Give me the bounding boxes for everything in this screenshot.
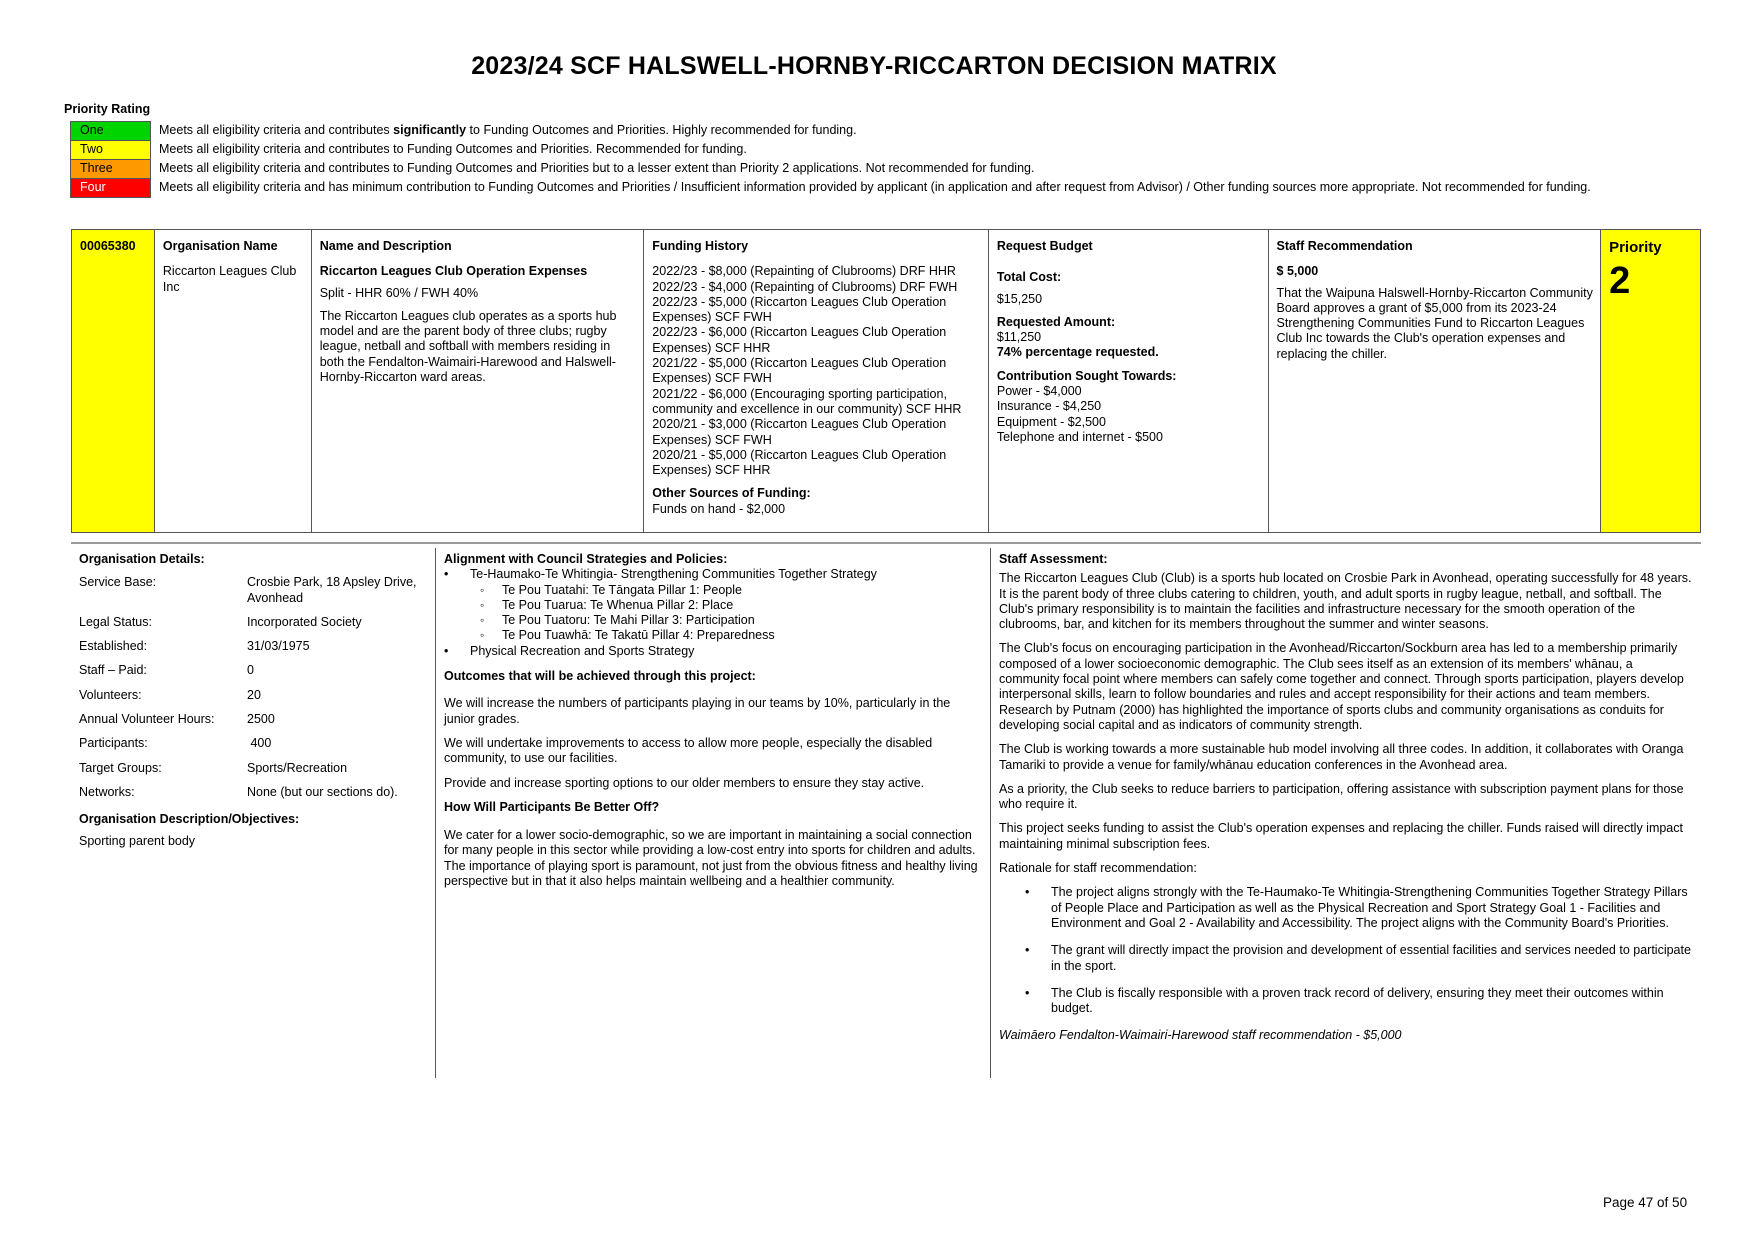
priority-value: 2 bbox=[1609, 260, 1631, 303]
rationale-list bbox=[999, 885, 1693, 1016]
contribution-item: Telephone and internet - $500 bbox=[996, 429, 1163, 444]
page-number: Page 47 of 50 bbox=[1603, 1195, 1688, 1210]
org-description-heading: Organisation Description/Objectives: bbox=[79, 812, 300, 827]
other-sources-label: Other Sources of Funding: bbox=[652, 486, 811, 501]
contribution-item: Equipment - $2,500 bbox=[996, 414, 1106, 429]
organisation-details-column bbox=[71, 548, 436, 1078]
requested-label: Requested Amount: bbox=[996, 314, 1116, 329]
priority-swatch-one: One bbox=[71, 122, 151, 141]
section-divider bbox=[71, 542, 1701, 544]
organisation-column bbox=[155, 230, 312, 532]
priority-row-four bbox=[71, 179, 1645, 198]
detail-key: Legal Status: bbox=[79, 614, 152, 629]
org-details-heading: Organisation Details: bbox=[79, 552, 205, 566]
funding-item: 2022/23 - $5,000 (Riccarton Leagues Club Operation Expenses) SCF FWH bbox=[652, 294, 947, 325]
staff-header: Staff Recommendation bbox=[1276, 239, 1413, 253]
decision-matrix-row bbox=[71, 229, 1701, 533]
funding-item: 2021/22 - $6,000 (Encouraging sporting participation, community and excellence in our community) SCF HHR bbox=[652, 386, 962, 416]
pillar-item: ◦ Te Pou Tuarua: Te Whenua Pillar 2: Place bbox=[444, 598, 982, 613]
name-header: Name and Description bbox=[319, 239, 452, 253]
budget-header: Request Budget bbox=[996, 239, 1093, 253]
assessment-paragraph: This project seeks funding to assist the Club's operation expenses and replacing the chiller. Funds raised will directly impact maintaining minimal subscription fees. bbox=[999, 821, 1683, 851]
alignment-heading: Alignment with Council Strategies and Policies: bbox=[444, 552, 728, 566]
funding-history-column bbox=[644, 230, 989, 532]
detail-value: None (but our sections do). bbox=[247, 784, 398, 799]
detail-value: 2500 bbox=[247, 712, 275, 727]
staff-recommendation-note: Waimāero Fendalton-Waimairi-Harewood staff recommendation - $5,000 bbox=[999, 1028, 1402, 1043]
better-off-text: We cater for a lower socio-demographic, so we are important in maintaining a social connection for many people in this sector while providing a low-cost entry into sports for children and adults. The importance of playing sport is paramount, not just from the obvious fitness and healthy living perspective but in that it also helps maintain wellbeing and a healthier community. bbox=[444, 828, 978, 889]
staff-recommendation-column bbox=[1269, 230, 1602, 532]
detail-row bbox=[79, 663, 427, 678]
page-title: 2023/24 SCF HALSWELL-HORNBY-RICCARTON DECISION MATRIX bbox=[471, 52, 1277, 80]
staff-assessment-column bbox=[991, 548, 1701, 1078]
name-description-column bbox=[312, 230, 645, 532]
priority-desc-four: Meets all eligibility criteria and has minimum contribution to Funding Outcomes and Priorities / Insufficient information provided by applicant (in application and after request from Advisor) / Other funding sources more appropriate. Not recommended for funding. bbox=[159, 179, 1591, 194]
detail-key: Established: bbox=[79, 639, 148, 654]
staff-assessment-heading: Staff Assessment: bbox=[999, 552, 1108, 566]
rationale-item: • The grant will directly impact the provision and development of essential facilities and services needed to participate in the sport. bbox=[999, 943, 1693, 974]
requested-amount: $11,250 bbox=[996, 330, 1042, 345]
detail-value: 31/03/1975 bbox=[247, 639, 310, 654]
detail-row bbox=[79, 639, 427, 654]
detail-row bbox=[79, 688, 427, 703]
outcome-item: We will undertake improvements to access to allow more people, especially the disabled community, to use our facilities. bbox=[444, 735, 933, 766]
funding-split: Split - HHR 60% / FWH 40% bbox=[319, 285, 479, 300]
priority-desc-two: Meets all eligibility criteria and contributes to Funding Outcomes and Priorities. Recommended for funding. bbox=[159, 141, 747, 156]
detail-key: Volunteers: bbox=[79, 687, 142, 702]
strategy-item: • Physical Recreation and Sports Strategy bbox=[444, 644, 982, 659]
assessment-paragraph: The Club's focus on encouraging participation in the Avonhead/Riccarton/Sockburn area has led to a membership primarily composed of a lower socioeconomic demographic. The Club sees itself as an extension of its members' whānau, a community focal point where members can safely come together and connect. Through sports participation, players develop interpersonal skills, learn to follow boundaries and rules and accept responsibility for their actions and team members. Research by Putnam (2000) has highlighted the importance of sports clubs and community organisations as conduits for developing social capital and as indicators of community strength. bbox=[999, 641, 1684, 732]
org-description: Sporting parent body bbox=[79, 833, 196, 848]
funding-item: 2021/22 - $5,000 (Riccarton Leagues Club Operation Expenses) SCF FWH bbox=[652, 356, 947, 386]
priority-swatch-three: Three bbox=[71, 160, 151, 179]
pillar-item: ◦ Te Pou Tuawhā: Te Takatū Pillar 4: Preparedness bbox=[444, 628, 982, 643]
total-cost: $15,250 bbox=[996, 291, 1043, 306]
detail-value: Incorporated Society bbox=[247, 614, 362, 629]
strategy-list bbox=[444, 567, 982, 659]
priority-row-two bbox=[71, 141, 1645, 160]
detail-row bbox=[79, 615, 427, 630]
assessment-paragraph: As a priority, the Club seeks to reduce barriers to participation, offering assistance with subscription payment plans for those who require it. bbox=[999, 781, 1684, 812]
detail-key: Networks: bbox=[79, 784, 135, 799]
funding-header: Funding History bbox=[652, 239, 749, 253]
detail-row bbox=[79, 736, 427, 751]
detail-key: Target Groups: bbox=[79, 760, 162, 775]
pillar-item: ◦ Te Pou Tuatahi: Te Tāngata Pillar 1: People bbox=[444, 583, 982, 598]
priority-desc-one: Meets all eligibility criteria and contributes significantly to Funding Outcomes and Priorities. Highly recommended for funding. bbox=[159, 122, 857, 137]
request-budget-column bbox=[989, 230, 1269, 532]
detail-value: 20 bbox=[247, 687, 261, 702]
contribution-item: Insurance - $4,250 bbox=[996, 399, 1102, 414]
priority-row-three bbox=[71, 160, 1645, 179]
total-cost-label: Total Cost: bbox=[996, 270, 1062, 285]
detail-key: Service Base: bbox=[79, 575, 157, 590]
outcomes-heading: Outcomes that will be achieved through this project: bbox=[444, 669, 756, 684]
other-sources: Funds on hand - $2,000 bbox=[652, 501, 786, 516]
funding-item: 2020/21 - $3,000 (Riccarton Leagues Club Operation Expenses) SCF FWH bbox=[652, 417, 947, 447]
staff-amount: $ 5,000 bbox=[1276, 264, 1319, 279]
detail-row bbox=[79, 761, 427, 776]
rationale-item: • The project aligns strongly with the Te-Haumako-Te Whitingia-Strengthening Communities Together Strategy Pillars of People Place and Participation as well as the Physical Recreation and Sport Strategy Goal 1 - Facilities and Environment and Goal 2 - Availability and Accessibility. The project aligns with the Community Board's Priorities. bbox=[999, 885, 1693, 931]
funding-item: 2022/23 - $6,000 (Riccarton Leagues Club Operation Expenses) SCF HHR bbox=[652, 325, 947, 355]
percent-requested: 74% percentage requested. bbox=[996, 345, 1159, 360]
org-header: Organisation Name bbox=[162, 239, 278, 253]
funding-item: 2022/23 - $8,000 (Repainting of Clubrooms) DRF HHR bbox=[652, 264, 956, 279]
priority-rating-table bbox=[70, 121, 1645, 198]
priority-desc-three: Meets all eligibility criteria and contributes to Funding Outcomes and Priorities but to a lesser extent than Priority 2 applications. Not recommended for funding. bbox=[159, 160, 1035, 175]
pillar-item: ◦ Te Pou Tuatoru: Te Mahi Pillar 3: Participation bbox=[444, 613, 982, 628]
detail-key: Staff – Paid: bbox=[79, 663, 147, 678]
rationale-heading: Rationale for staff recommendation: bbox=[999, 861, 1197, 876]
priority-header: Priority bbox=[1609, 239, 1662, 256]
staff-recommendation-text: That the Waipuna Halswell-Hornby-Riccarton Community Board approves a grant of $5,000 from its 2023-24 Strengthening Communities Fund to Riccarton Leagues Club Inc towards the Club's operation expenses and replacing the chiller. bbox=[1276, 285, 1593, 361]
alignment-column bbox=[436, 548, 991, 1078]
detail-value: 0 bbox=[247, 663, 254, 678]
priority-column bbox=[1601, 230, 1700, 532]
detail-row bbox=[79, 785, 427, 800]
outcome-item: Provide and increase sporting options to our older members to ensure they stay active. bbox=[444, 775, 925, 790]
strategy-item: • Te-Haumako-Te Whitingia- Strengthening Communities Together Strategy ◦ Te Pou Tuatahi: Te Tāngata Pillar 1: People ◦ Te Pou Tuarua: Te Whenua Pillar 2: Place ◦ Te Pou Tuatoru: Te Mahi Pillar 3: Participation ◦ Te Pou Tuawhā: Te Takatū Pillar 4: Preparedness bbox=[444, 567, 982, 643]
priority-row-one bbox=[71, 122, 1645, 141]
details-section bbox=[71, 548, 1701, 1078]
detail-value: 400 bbox=[247, 736, 272, 751]
rationale-item: • The Club is fiscally responsible with a proven track record of delivery, ensuring they meet their outcomes within budget. bbox=[999, 986, 1693, 1017]
assessment-paragraph: The Club is working towards a more sustainable hub model involving all three codes. In addition, it collaborates with Oranga Tamariki to provide a venue for family/whānau education conferences in the Avonhead area. bbox=[999, 742, 1684, 772]
contribution-item: Power - $4,000 bbox=[996, 384, 1082, 399]
detail-value: Sports/Recreation bbox=[247, 760, 348, 775]
org-name: Riccarton Leagues Club Inc bbox=[162, 264, 297, 294]
priority-swatch-four: Four bbox=[71, 179, 151, 198]
assessment-paragraph: The Riccarton Leagues Club (Club) is a sports hub located on Crosbie Park in Avonhead, operating successfully for 48 years. It is the parent body of three clubs catering to children, youth, and adult sports in rugby league, netball, and softball. The Club's primary responsibility is to maintain the facilities and infrastructure necessary for the smooth operation of the clubrooms, bar, and kitchen for its members throughout the summer and winter seasons. bbox=[999, 571, 1692, 632]
priority-swatch-two: Two bbox=[71, 141, 151, 160]
project-title: Riccarton Leagues Club Operation Expenses bbox=[319, 264, 588, 279]
detail-value: Crosbie Park, 18 Apsley Drive, Avonhead bbox=[247, 575, 417, 605]
detail-row bbox=[79, 575, 427, 606]
application-id: 00065380 bbox=[72, 230, 155, 532]
funding-item: 2022/23 - $4,000 (Repainting of Clubrooms) DRF FWH bbox=[652, 279, 958, 294]
pillar-list bbox=[444, 583, 982, 644]
detail-key: Participants: bbox=[79, 736, 148, 751]
priority-rating-heading: Priority Rating bbox=[64, 102, 151, 116]
outcome-item: We will increase the numbers of participants playing in our teams by 10%, particularly in the junior grades. bbox=[444, 696, 951, 726]
detail-row bbox=[79, 712, 427, 727]
project-description: The Riccarton Leagues club operates as a sports hub model and are the parent body of three clubs; rugby league, netball and softball with members residing in both the Fendalton-Waimairi-Harewood and Halswell-Hornby-Riccarton ward areas. bbox=[319, 308, 617, 385]
contribution-label: Contribution Sought Towards: bbox=[996, 368, 1177, 383]
better-off-heading: How Will Participants Be Better Off? bbox=[444, 799, 660, 814]
detail-key: Annual Volunteer Hours: bbox=[79, 712, 215, 727]
funding-item: 2020/21 - $5,000 (Riccarton Leagues Club Operation Expenses) SCF HHR bbox=[652, 447, 947, 478]
